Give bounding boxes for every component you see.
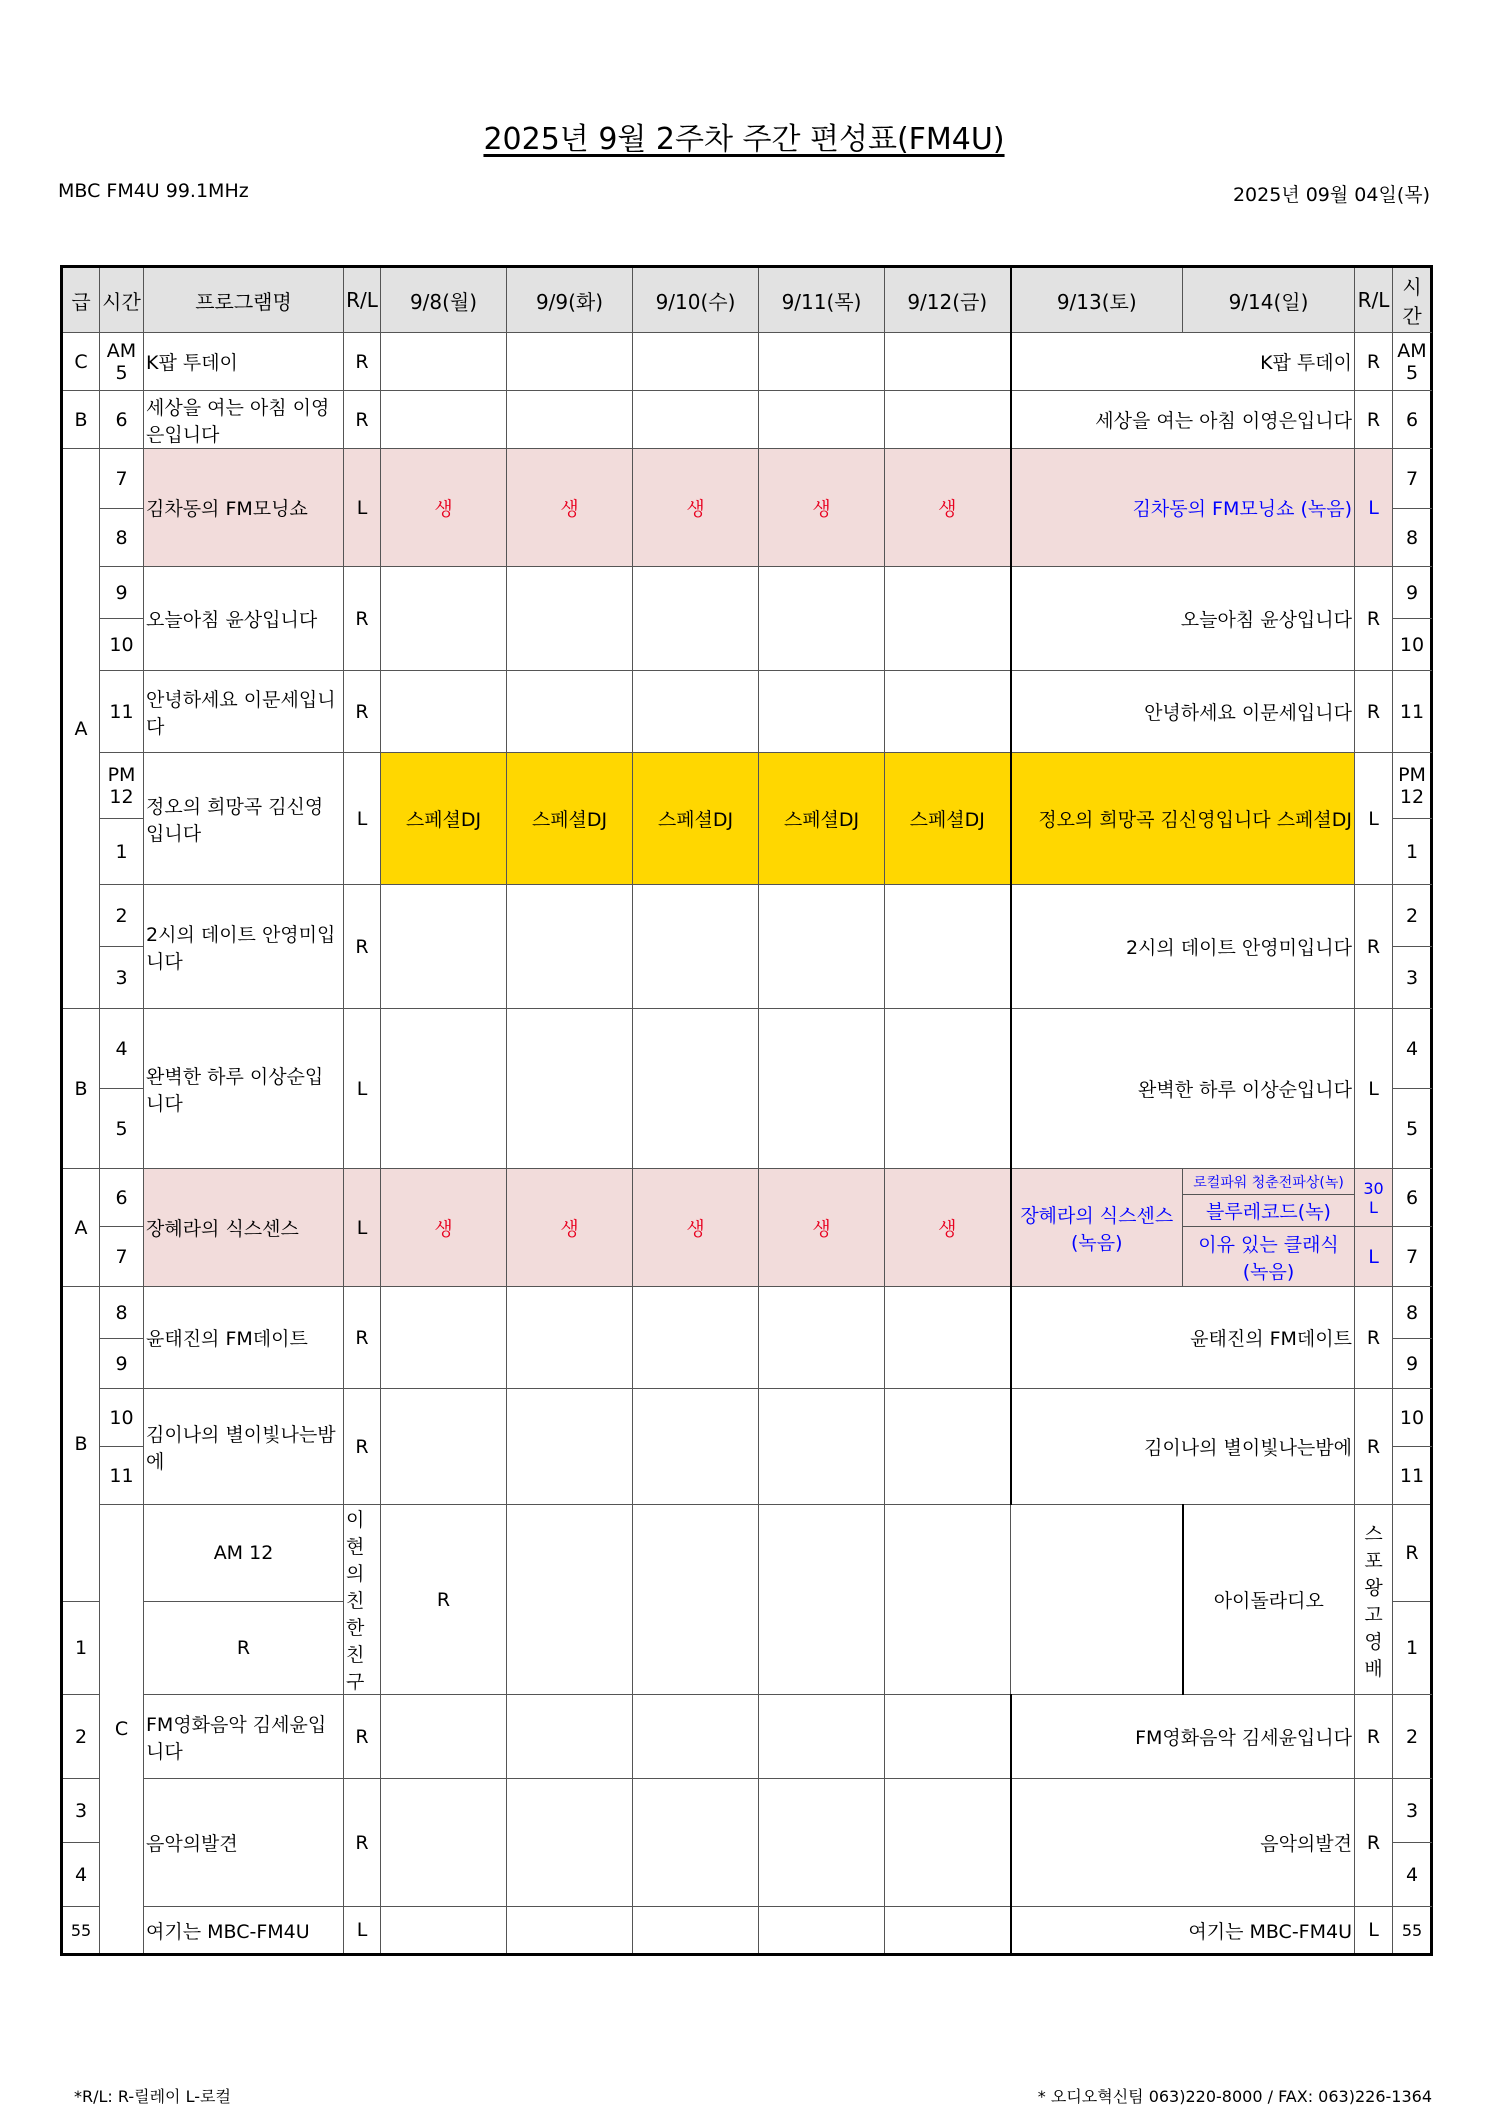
rl-cell: R (344, 1695, 381, 1779)
weekend-program: 김이나의 별이빛나는밤에 (1011, 1389, 1355, 1505)
rl-cell: R (1355, 333, 1393, 391)
rl-cell: R (344, 567, 381, 671)
time-cell: 9 (1393, 567, 1432, 619)
grade-cell: B (62, 1287, 100, 1602)
time-cell: 6 (1393, 1169, 1432, 1227)
rl-cell: R (381, 1505, 507, 1695)
rl-cell: R (1355, 1695, 1393, 1779)
rl-cell: L (344, 1009, 381, 1169)
table-row (62, 1779, 1432, 1843)
program-cell: 완벽한 하루 이상순입니다 (144, 1009, 344, 1169)
grade-cell: C (62, 333, 100, 391)
time-cell: 8 (100, 1287, 144, 1339)
table-header (62, 267, 1432, 333)
live-mark: 생 (885, 1169, 1011, 1287)
time-cell: 1 (100, 819, 144, 885)
time-cell: 9 (100, 567, 144, 619)
live-mark: 생 (381, 449, 507, 567)
page-title: 2025년 9월 2주차 주간 편성표(FM4U) (483, 122, 1005, 157)
weekend-program: 스포왕 고영배 (1355, 1505, 1393, 1695)
grade-cell: A (62, 449, 100, 1009)
time-cell: AM 12 (144, 1505, 344, 1602)
program-cell: 안녕하세요 이문세입니다 (144, 671, 344, 753)
time-cell: 8 (100, 509, 144, 567)
program-cell: 김차동의 FM모닝쇼 (144, 449, 344, 567)
time-cell: 1 (62, 1601, 100, 1694)
time-cell: 2 (62, 1695, 100, 1779)
time-cell: PM 12 (1393, 753, 1432, 819)
rl-cell: R (344, 1389, 381, 1505)
rl-cell: R (344, 1779, 381, 1907)
grade-cell: B (62, 391, 100, 449)
weekend-program: 윤태진의 FM데이트 (1011, 1287, 1355, 1389)
grade-cell: A (62, 1169, 100, 1287)
program-cell: K팝 투데이 (144, 333, 344, 391)
rl-cell: R (344, 885, 381, 1009)
time-cell: PM 12 (100, 753, 144, 819)
time-cell: AM 5 (100, 333, 144, 391)
table-row (62, 1287, 1432, 1339)
rl-cell: L (1355, 1907, 1393, 1955)
time-cell: 7 (100, 1227, 144, 1287)
rl-cell: L (1355, 1227, 1393, 1287)
weekend-program: 아이돌라디오 (1183, 1505, 1355, 1695)
rl-cell: R (1355, 1779, 1393, 1907)
time-cell: 4 (62, 1843, 100, 1907)
time-cell: 11 (1393, 671, 1432, 753)
weekend-program: 완벽한 하루 이상순입니다 (1011, 1009, 1355, 1169)
table-row (62, 1695, 1432, 1779)
table-row (62, 449, 1432, 509)
weekend-program: 블루레코드(녹) (1183, 1195, 1355, 1227)
time-cell: 4 (100, 1009, 144, 1089)
weekend-program: 로컬파워 청춘전파상(녹) (1183, 1169, 1355, 1195)
special-dj: 스페셜DJ (885, 753, 1011, 885)
rl-cell: R (344, 1287, 381, 1389)
weekend-program: 여기는 MBC-FM4U (1011, 1907, 1355, 1955)
special-dj: 스페셜DJ (381, 753, 507, 885)
table-row (62, 671, 1432, 753)
time-cell: 3 (1393, 947, 1432, 1009)
time-cell: 2 (1393, 1695, 1432, 1779)
weekend-program: 김차동의 FM모닝쇼 (녹음) (1011, 449, 1355, 567)
station-info: MBC FM4U 99.1MHz (58, 180, 249, 202)
program-cell: 음악의발견 (144, 1779, 344, 1907)
program-cell: 이현의 친한친구 (344, 1505, 381, 1695)
table-row (62, 1907, 1432, 1955)
live-mark: 생 (507, 1169, 633, 1287)
program-cell: 윤태진의 FM데이트 (144, 1287, 344, 1389)
time-cell: 7 (100, 449, 144, 509)
time-cell: 11 (1393, 1447, 1432, 1505)
weekend-program: FM영화음악 김세윤입니다 (1011, 1695, 1355, 1779)
program-cell: 김이나의 별이빛나는밤에 (144, 1389, 344, 1505)
time-cell: 4 (1393, 1009, 1432, 1089)
rl-cell: 30 L (1355, 1169, 1393, 1227)
table-row (62, 1009, 1432, 1089)
header-day: 9/9(화) (507, 267, 633, 333)
header-day: 9/8(월) (381, 267, 507, 333)
rl-cell: R (1393, 1505, 1432, 1602)
weekend-program: 음악의발견 (1011, 1779, 1355, 1907)
table-row (62, 1505, 1432, 1602)
program-cell: 장혜라의 식스센스 (144, 1169, 344, 1287)
time-cell: 6 (100, 1169, 144, 1227)
footer-legend: *R/L: R-릴레이 L-로컬 (74, 2087, 231, 2106)
time-cell: 8 (1393, 509, 1432, 567)
rl-cell: R (344, 333, 381, 391)
special-dj: 스페셜DJ (633, 753, 759, 885)
program-cell: FM영화음악 김세윤입니다 (144, 1695, 344, 1779)
time-cell: 2 (100, 885, 144, 947)
time-cell: 11 (100, 1447, 144, 1505)
footer-contact: * 오디오혁신팀 063)220-8000 / FAX: 063)226-1364 (1037, 2087, 1432, 2106)
table-row (62, 885, 1432, 947)
rl-cell: L (344, 1169, 381, 1287)
weekend-program: 이유 있는 클래식 (녹음) (1183, 1227, 1355, 1287)
table-row (62, 1169, 1432, 1195)
rl-cell: R (1355, 391, 1393, 449)
rl-cell: R (1355, 1287, 1393, 1389)
weekend-program: 정오의 희망곡 김신영입니다 스페셜DJ (1011, 753, 1355, 885)
weekend-program: 오늘아침 윤상입니다 (1011, 567, 1355, 671)
time-cell: 6 (1393, 391, 1432, 449)
rl-cell: R (344, 391, 381, 449)
header-rl: R/L (344, 267, 381, 333)
time-cell: 7 (1393, 449, 1432, 509)
program-cell: 세상을 여는 아침 이영은입니다 (144, 391, 344, 449)
time-cell: 1 (1393, 819, 1432, 885)
program-cell: 정오의 희망곡 김신영입니다 (144, 753, 344, 885)
time-cell: AM 5 (1393, 333, 1432, 391)
time-cell: 9 (100, 1339, 144, 1389)
rl-cell: L (1355, 1009, 1393, 1169)
time-cell: 55 (1393, 1907, 1432, 1955)
schedule-table (60, 265, 1433, 1956)
header-rl2: R/L (1355, 267, 1393, 333)
time-cell: 55 (62, 1907, 100, 1955)
header-time2: 시간 (1393, 267, 1432, 333)
rl-cell: R (1355, 1389, 1393, 1505)
time-cell: 10 (1393, 619, 1432, 671)
special-dj: 스페셜DJ (507, 753, 633, 885)
rl-cell: R (1355, 885, 1393, 1009)
program-cell: 2시의 데이트 안영미입니다 (144, 885, 344, 1009)
time-cell: 8 (1393, 1287, 1432, 1339)
special-dj: 스페셜DJ (759, 753, 885, 885)
header-day: 9/10(수) (633, 267, 759, 333)
header-grade: 급 (62, 267, 100, 333)
live-mark: 생 (633, 449, 759, 567)
weekend-program: 안녕하세요 이문세입니다 (1011, 671, 1355, 753)
live-mark: 생 (885, 449, 1011, 567)
weekend-program: 2시의 데이트 안영미입니다 (1011, 885, 1355, 1009)
time-cell: 3 (62, 1779, 100, 1843)
time-cell: 4 (1393, 1843, 1432, 1907)
header-program: 프로그램명 (144, 267, 344, 333)
weekend-program: 세상을 여는 아침 이영은입니다 (1011, 391, 1355, 449)
time-cell: 6 (100, 391, 144, 449)
live-mark: 생 (759, 1169, 885, 1287)
rl-cell: L (1355, 449, 1393, 567)
weekend-program: K팝 투데이 (1011, 333, 1355, 391)
rl-cell: L (344, 449, 381, 567)
rl-cell: R (144, 1601, 344, 1694)
time-cell: 1 (1393, 1601, 1432, 1694)
table-row (62, 391, 1432, 449)
header-day: 9/11(목) (759, 267, 885, 333)
time-cell: 11 (100, 671, 144, 753)
rl-cell: L (344, 753, 381, 885)
live-mark: 생 (507, 449, 633, 567)
rl-cell: L (344, 1907, 381, 1955)
time-cell: 9 (1393, 1339, 1432, 1389)
weekend-program: 장혜라의 식스센스 (녹음) (1011, 1169, 1183, 1287)
time-cell: 5 (1393, 1089, 1432, 1169)
time-cell: 3 (100, 947, 144, 1009)
time-cell: 3 (1393, 1779, 1432, 1843)
rl-cell: L (1355, 753, 1393, 885)
table-row (62, 333, 1432, 391)
time-cell: 10 (100, 1389, 144, 1447)
time-cell: 10 (100, 619, 144, 671)
issue-date: 2025년 09월 04일(목) (1232, 184, 1430, 206)
rl-cell: R (1355, 567, 1393, 671)
header-day: 9/12(금) (885, 267, 1011, 333)
table-row (62, 567, 1432, 619)
grade-cell: C (100, 1505, 144, 1955)
table-row (62, 1389, 1432, 1447)
time-cell: 2 (1393, 885, 1432, 947)
rl-cell: R (1355, 671, 1393, 753)
header-day: 9/13(토) (1011, 267, 1183, 333)
grade-cell: B (62, 1009, 100, 1169)
live-mark: 생 (381, 1169, 507, 1287)
rl-cell: R (344, 671, 381, 753)
time-cell: 7 (1393, 1227, 1432, 1287)
time-cell: 5 (100, 1089, 144, 1169)
program-cell: 여기는 MBC-FM4U (144, 1907, 344, 1955)
header-time: 시간 (100, 267, 144, 333)
header-day: 9/14(일) (1183, 267, 1355, 333)
time-cell: 10 (1393, 1389, 1432, 1447)
live-mark: 생 (759, 449, 885, 567)
live-mark: 생 (633, 1169, 759, 1287)
table-row (62, 753, 1432, 819)
program-cell: 오늘아침 윤상입니다 (144, 567, 344, 671)
